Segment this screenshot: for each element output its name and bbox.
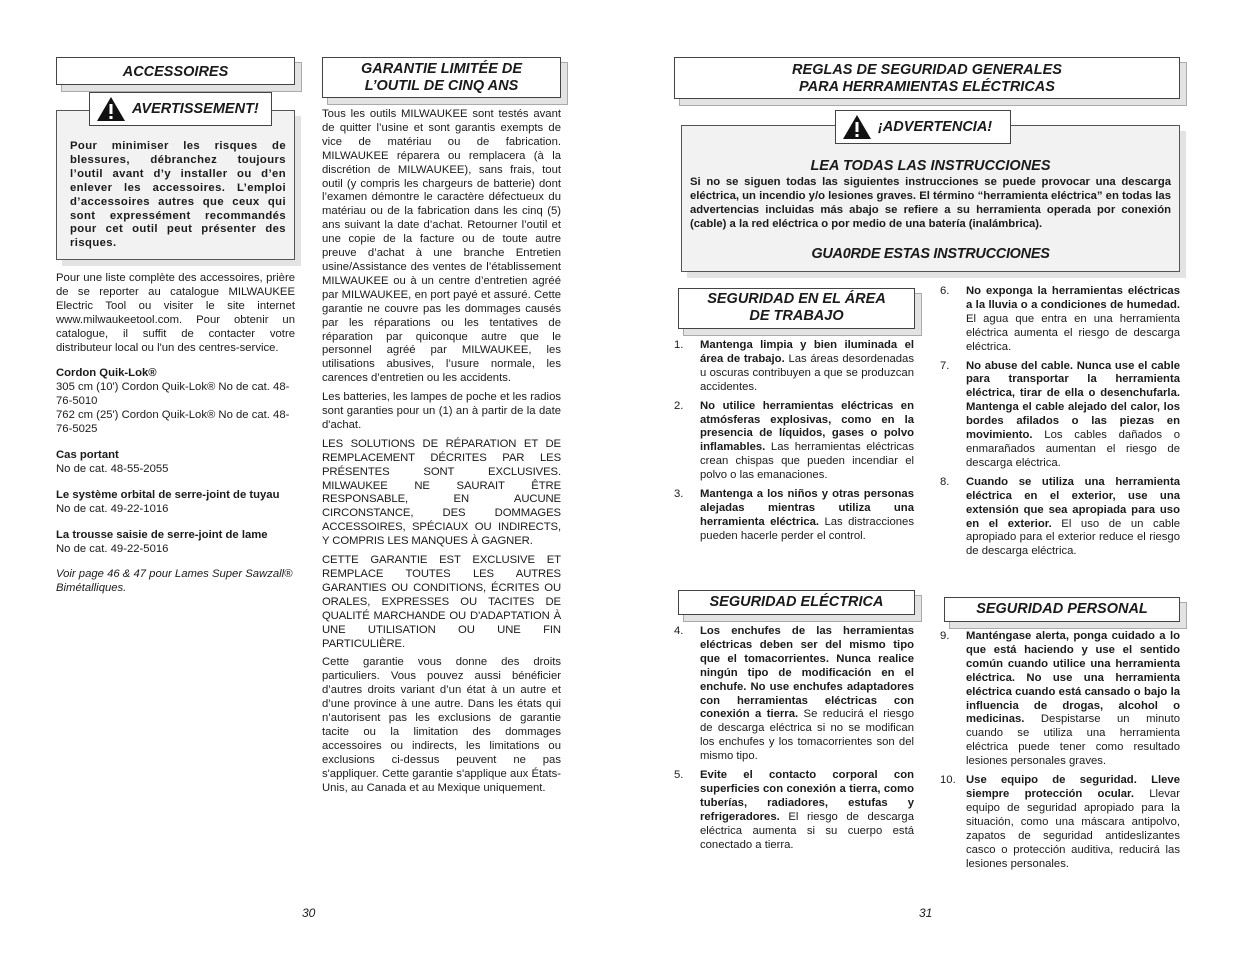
electrical-list-continued xyxy=(940,285,1180,564)
accessory-item: Cordon Quik-Lok® 305 cm (10') Cordon Quik-Lok® No de cat. 48-76-5010 762 cm (25') Cordon Quik-Lok® No de cat. 48-76-5025 xyxy=(56,367,290,436)
accessory-item: Le système orbital de serre-joint de tuyau No de cat. 49-22-1016 xyxy=(56,488,280,515)
rules-heading: REGLAS DE SEGURIDAD GENERALES PARA HERRAMIENTAS ELÉCTRICAS xyxy=(674,57,1180,99)
rules-warning-label: ¡ADVERTENCIA! xyxy=(835,110,1011,144)
personal-safety-list xyxy=(940,630,1180,876)
page-number-right: 31 xyxy=(919,906,933,920)
accessories-footnote: Voir page 46 & 47 pour Lames Super Sawzall® Bimétalliques. xyxy=(56,568,293,595)
warranty-paragraph: CETTE GARANTIE EST EXCLUSIVE ET REMPLACE TOUTES LES AUTRES GARANTIES OU CONDITIONS, ÉCRITES OU ORALES, EXPRESSES OU TACITES DE QUALITÉ MARCHANDE OU D'ADAPTATION À UNE UTILISATION OU UNE FIN PARTICULIÈRE. xyxy=(322,554,561,650)
rules-warning-text: Si no se siguen todas las siguientes instrucciones se puede provocar una descarga eléctrica, un incendio y/o lesiones graves. El término “herramienta eléctrica” en todas las advertencias incluidas más abajo se refiere a su herramienta operada por conexión (cable) a la red eléctrica o por medio de una batería (inalámbrica). xyxy=(690,176,1171,230)
list-item: 6. No exponga la herramientas eléctricas a la lluvia o a condiciones de humedad. El agua que entra en una herramienta eléctrica aumenta el riesgo de descarga eléctrica. xyxy=(940,285,1180,353)
electrical-heading: SEGURIDAD ELÉCTRICA xyxy=(678,590,915,615)
warning-triangle-icon xyxy=(842,114,872,140)
list-item: 8. Cuando se utiliza una herramienta eléctrica en el exterior, use una extensión que sea apropiada para uso en el exterior. El uso de un cable apropiado para el exterior reduce el riesgo de descarga eléctrica. xyxy=(940,475,1180,558)
accessories-intro: Pour une liste complète des accessoires, prière de se reporter au catalogue MILWAUKEE Electric Tool ou visiter le site internet www.milwaukeetool.com. Pour obtenir un catalogue, il suffit de contacter votre distributeur local ou l'un des centres-service. xyxy=(56,272,295,354)
accessories-warning-text: Pour minimiser les risques de blessures, débranchez toujours l’outil avant d’y installer ou d’en enlever les accessoires. L’emploi d’accessoires autres que ceux qui sont expressément recommandés pour cet outil peut présenter des risques. xyxy=(70,140,286,250)
list-item: 2. No utilice herramientas eléctricas en atmósferas explosivas, como en la presencia de líquidos, gases o polvo inflamables. Las herramientas eléctricas crean chispas que pueden incendiar el polvo o las emanaciones. xyxy=(674,399,914,482)
accessories-warning-label: AVERTISSEMENT! xyxy=(89,92,272,126)
accessories-heading: ACCESSOIRES xyxy=(56,57,295,85)
read-all-instructions: LEA TODAS LAS INSTRUCCIONES xyxy=(810,158,1051,174)
warranty-body xyxy=(322,108,561,801)
accessories-body xyxy=(56,272,295,596)
warranty-paragraph: Tous les outils MILWAUKEE sont testés avant de quitter l’usine et sont garantis exempts de vice de matériau ou de fabrication. MILWAUKEE réparera ou remplacera (à la discrétion de MILWAUKEE), sans frais, tout outil (y compris les chargeurs de batterie) dont l’examen démontre le caractère défectueux du matériau ou de la fabrication dans les cinq (5) ans suivant la date d’achat. Retourner l’outil et une copie de la facture ou de toute autre preuve d’achat à une branche Entretien usine/Assistance des ventes de l’établissement MILWAUKEE ou à un centre d’entretien agréé par MILWAUKEE, en port payé et assuré. Cette garantie ne couvre pas les dommages causés par les réparations ou les tentatives de réparation par quiconque autre que le personnel agréé par MILWAUKEE, les utilisations abusives, l’usure normale, les carences d’entretien ou les accidents. xyxy=(322,108,561,385)
list-item: 9. Manténgase alerta, ponga cuidado a lo que está haciendo y use el sentido común cuando utilice una herramienta eléctrica. No use una herramienta eléctrica cuando está cansado o bajo la influencia de drogas, alcohol o medicinas. Despistarse un minuto cuando se utiliza una herramienta eléctrica puede tener como resultado lesiones personales graves. xyxy=(940,630,1180,768)
list-item: 1. Mantenga limpia y bien iluminada el área de trabajo. Las áreas desordenadas u oscuras contribuyen a que se produzcan accidentes. xyxy=(674,339,914,393)
list-item: 3. Mantenga a los niños y otras personas alejadas mientras utiliza una herramienta eléctrica. Las distracciones pueden hacerle perder el control. xyxy=(674,488,914,542)
list-item: 7. No abuse del cable. Nunca use el cable para transportar la herramienta eléctrica, tirar de ella o desenchufarla. Mantenga el cable alejado del calor, los bordes afilados o las piezas en movimiento. Los cables dañados o enmarañados aumentan el riesgo de descarga eléctrica. xyxy=(940,359,1180,469)
work-area-heading: SEGURIDAD EN EL ÁREA DE TRABAJO xyxy=(678,288,915,329)
warranty-heading: GARANTIE LIMITÉE DE L’OUTIL DE CINQ ANS xyxy=(322,57,561,98)
list-item: 5. Evite el contacto corporal con superficies con conexión a tierra, como tuberías, radiadores, estufas y refrigeradores. El riesgo de descarga eléctrica aumenta si su cuerpo está conectado a tierra. xyxy=(674,769,914,851)
warranty-paragraph: Les batteries, les lampes de poche et les radios sont garanties pour un (1) an à partir de la date d'achat. xyxy=(322,391,561,431)
accessory-item: La trousse saisie de serre-joint de lame No de cat. 49-22-5016 xyxy=(56,528,268,555)
warranty-paragraph: LES SOLUTIONS DE RÉPARATION ET DE REMPLACEMENT DÉCRITES PAR LES PRÉSENTES SONT EXCLUSIVES. MILWAUKEE NE SAURAIT ÊTRE RESPONSABLE, EN AUCUNE CIRCONSTANCE, DES DOMMAGES ACCESSOIRES, SPÉCIAUX OU INDIRECTS, Y COMPRIS LES MANQUES À GAGNER. xyxy=(322,437,561,548)
page-number-left: 30 xyxy=(302,906,316,920)
warning-triangle-icon xyxy=(96,96,126,122)
personal-safety-heading: SEGURIDAD PERSONAL xyxy=(944,597,1180,622)
list-item: 4. Los enchufes de las herramientas eléctricas deben ser del mismo tipo que el tomacorrientes. Nunca realice ningún tipo de modificación en el enchufe. No use enchufes adaptadores con herramientas eléctricas con conexión a tierra. Se reducirá el riesgo de descarga eléctrica si no se modifican los enchufes y los tomacorrientes son del mismo tipo. xyxy=(674,625,915,763)
warranty-paragraph: Cette garantie vous donne des droits particuliers. Vous pouvez aussi bénéficier d’autres droits variant d’un état à un autre et d’une province à une autre. Dans les états qui n’autorisent pas les exclusions de garantie tacite ou la limitation des dommages accessoires ou indirects, les limitations ou exclusions ci-dessus peuvent ne pas s'appliquer. Cette garantie s'applique aux États-Unis, au Canada et au Mexique uniquement. xyxy=(322,656,561,794)
keep-instructions: GUA0RDE ESTAS INSTRUCCIONES xyxy=(811,246,1050,262)
electrical-list xyxy=(674,625,914,858)
accessory-item: Cas portant No de cat. 48-55-2055 xyxy=(56,448,169,475)
list-item: 10. Use equipo de seguridad. Lleve siempre protección ocular. Llevar equipo de seguridad apropiado para la situación, como una máscara antipolvo, zapatos de seguridad antideslizantes casco o protección auditiva, reducirá las lesiones personales. xyxy=(940,774,1180,870)
work-area-list xyxy=(674,339,914,549)
